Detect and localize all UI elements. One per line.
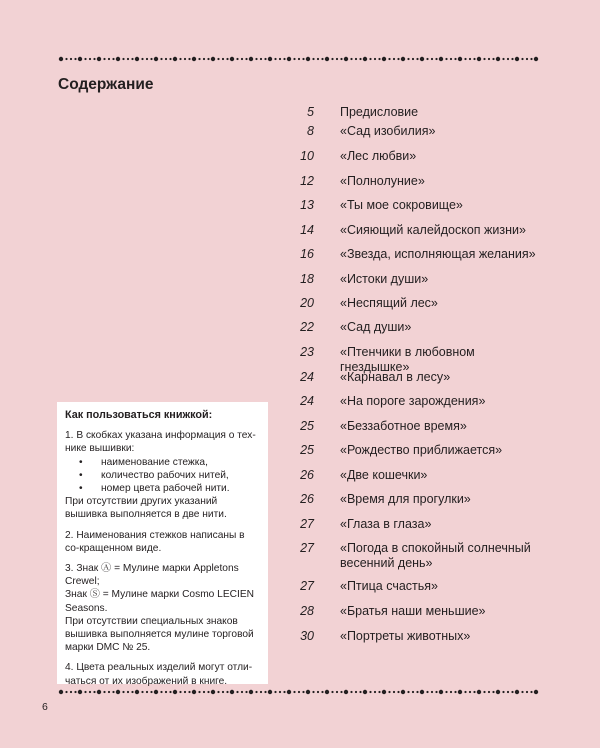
bottom-divider — [58, 689, 542, 695]
bullet-icon: • — [79, 483, 83, 495]
toc-title: «Птенчики в любовном гнездышке» — [340, 345, 475, 374]
list-item-text: наименование стежка, — [101, 456, 208, 468]
info-item-1-intro: 1. В скобках указана информация о тех-нике вышивки: — [65, 430, 256, 455]
toc-title: «Две кошечки» — [340, 468, 428, 482]
toc-title: «Карнавал в лесу» — [340, 370, 451, 384]
toc-title: «Братья наши меньшие» — [340, 604, 486, 618]
toc-title: «Время для прогулки» — [340, 492, 471, 506]
toc-page-number: 30 — [300, 629, 314, 643]
toc-page-number: 24 — [300, 370, 314, 384]
contents-heading: Содержание — [58, 76, 154, 93]
toc-page-number: 5 — [307, 105, 314, 119]
toc-title: «На пороге зарождения» — [340, 394, 486, 408]
toc-title: «Полнолуние» — [340, 174, 425, 188]
toc-title: «Рождество приближается» — [340, 443, 503, 457]
info-item-2: 2. Наименования стежков написаны в со-кращенном виде. — [65, 529, 245, 554]
toc-title: «Беззаботное время» — [340, 419, 467, 433]
page-number: 6 — [42, 701, 48, 713]
bullet-icon: • — [79, 456, 83, 468]
toc-page-number: 25 — [300, 419, 314, 433]
toc-page-number: 27 — [300, 517, 314, 531]
toc-page-number: 26 — [300, 492, 314, 506]
toc-page-number: 16 — [300, 247, 314, 261]
list-item-text: номер цвета рабочей нити. — [101, 483, 230, 495]
info-item-3 — [65, 562, 260, 654]
list-item — [77, 469, 260, 482]
toc-page-number: 27 — [300, 579, 314, 593]
toc-title: «Погода в спокойный солнечный весенний день» — [340, 541, 531, 570]
toc-title: «Сад души» — [340, 320, 412, 334]
toc-title: «Сад изобилия» — [340, 124, 436, 138]
toc-page-number: 22 — [300, 320, 314, 334]
info-item-3-note: При отсутствии специальных знаков вышивка выполняется мулине торговой марки DMC № 25. — [65, 615, 254, 654]
toc-title: «Истоки души» — [340, 272, 429, 286]
how-to-use-box — [57, 402, 268, 687]
toc-page-number: 28 — [300, 604, 314, 618]
toc-title: «Глаза в глаза» — [340, 517, 432, 531]
toc-title: «Звезда, исполняющая желания» — [340, 247, 536, 261]
list-item-text: количество рабочих нитей, — [101, 469, 229, 481]
how-to-use-heading: Как пользоваться книжкой: — [65, 409, 213, 421]
toc-page-number: 20 — [300, 296, 314, 310]
toc-page-number: 13 — [300, 198, 314, 212]
info-item-3-line2: Знак Ⓢ = Мулине марки Cosmo LECIEN Seasons. — [65, 589, 254, 614]
list-item — [77, 456, 260, 469]
toc-page-number: 24 — [300, 394, 314, 408]
toc-title: «Птица счастья» — [340, 579, 439, 593]
toc-title: «Неспящий лес» — [340, 296, 438, 310]
info-item-3-line1: 3. Знак Ⓐ = Мулине марки Appletons Crewel; — [65, 563, 239, 588]
toc-page-number: 27 — [300, 541, 314, 555]
toc-title: «Сияющий калейдоскоп жизни» — [340, 223, 526, 237]
toc-page-number: 26 — [300, 468, 314, 482]
bullet-icon: • — [79, 469, 83, 481]
info-item-1-list — [65, 456, 260, 496]
toc-title: «Портреты животных» — [340, 629, 471, 643]
toc-title: Предисловие — [340, 105, 419, 119]
toc-page-number: 12 — [300, 174, 314, 188]
toc-page-number: 8 — [307, 124, 314, 138]
toc-page-number: 14 — [300, 223, 314, 237]
toc-page-number: 23 — [300, 345, 314, 359]
toc-page-number: 25 — [300, 443, 314, 457]
list-item — [77, 482, 260, 495]
info-item-1-note: При отсутствии других указаний вышивка выполняется в две нити. — [65, 496, 227, 521]
toc-page-number: 18 — [300, 272, 314, 286]
toc-title: «Лес любви» — [340, 149, 417, 163]
info-item-4: 4. Цвета реальных изделий могут отли-чаться от их изображений в книге. — [65, 662, 253, 687]
toc-page-number: 10 — [300, 149, 314, 163]
info-item-1 — [65, 429, 260, 521]
dotted-border-bottom — [58, 689, 542, 695]
toc-title: «Ты мое сокровище» — [340, 198, 463, 212]
